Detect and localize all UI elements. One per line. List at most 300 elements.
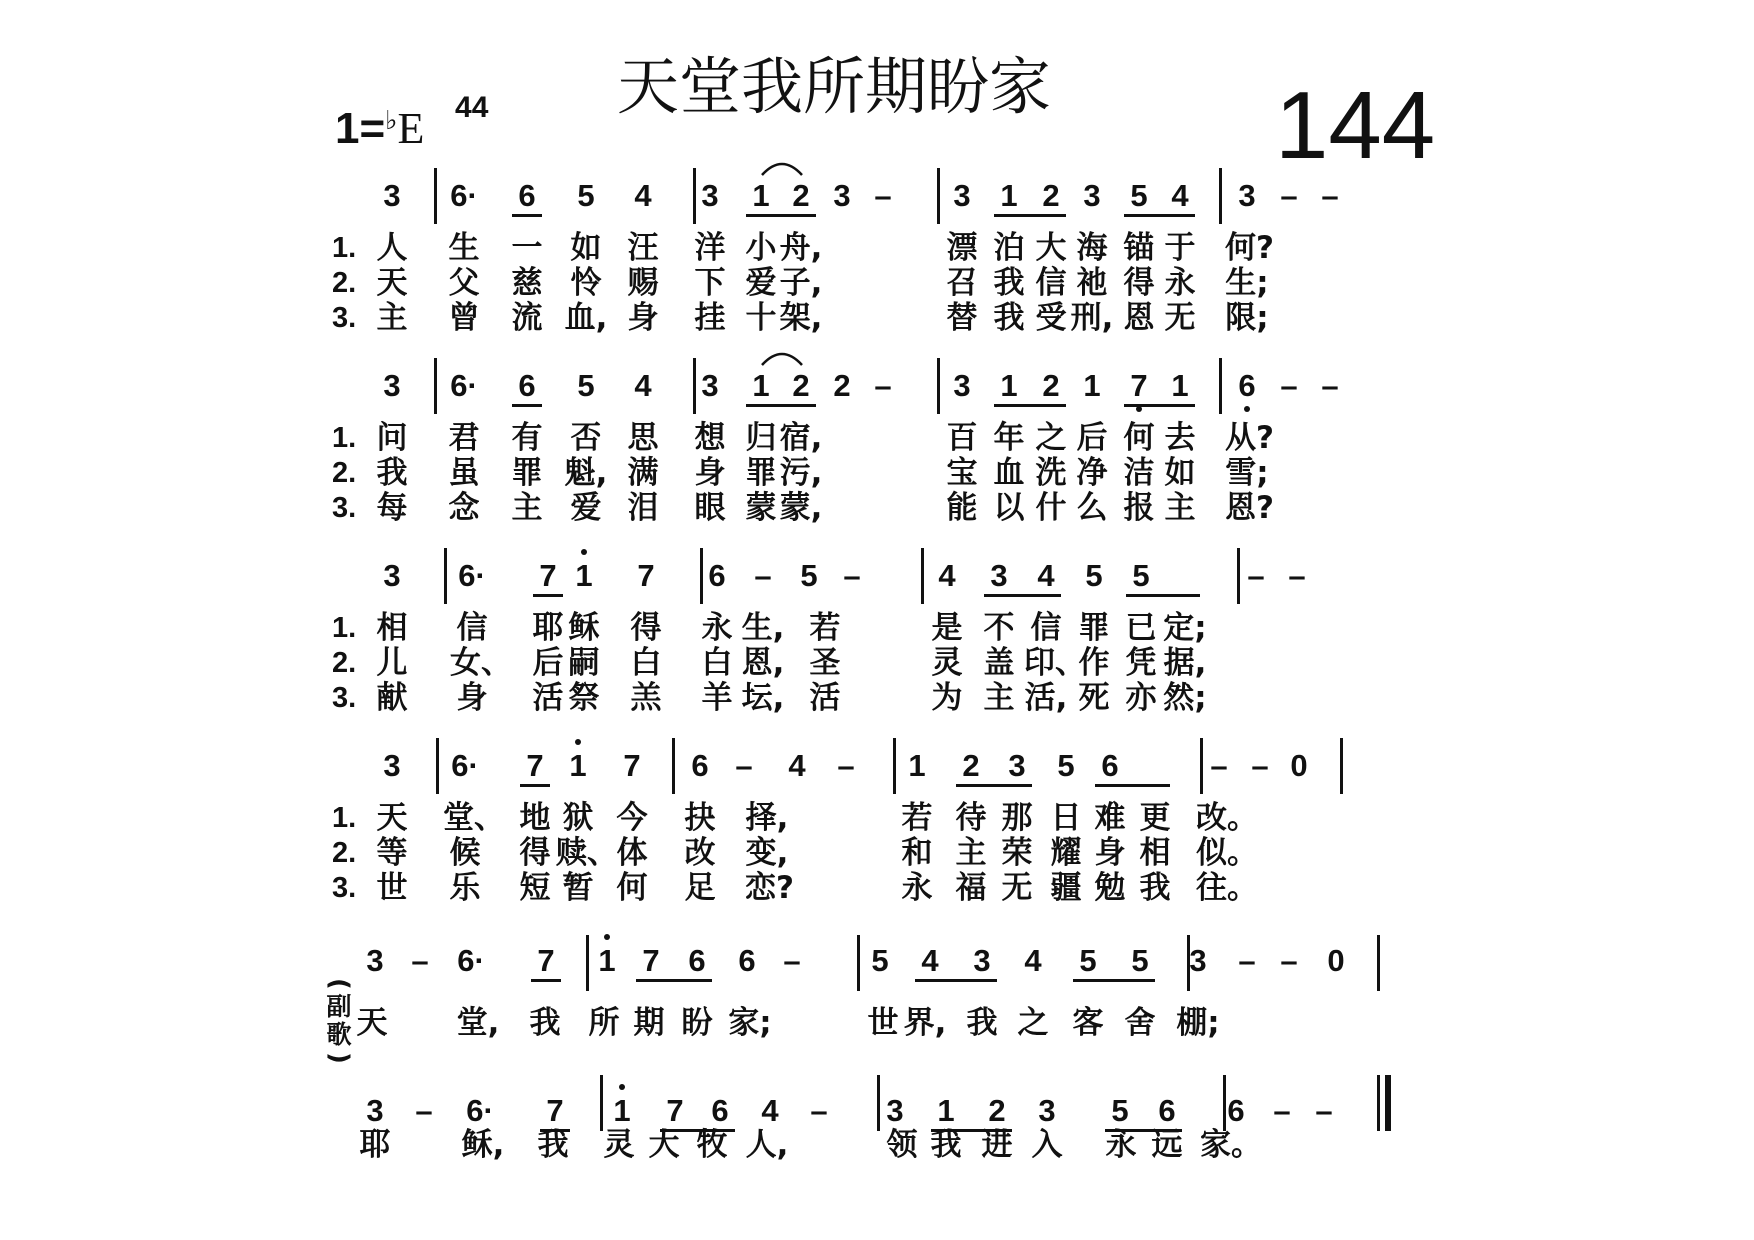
note: 5	[1079, 943, 1097, 978]
lyric-syllable: 主	[1164, 490, 1196, 526]
lyric-syllable: 从?	[1225, 420, 1274, 456]
note: –	[1288, 558, 1306, 593]
note: 5	[1085, 558, 1103, 593]
barline	[1219, 168, 1222, 224]
note: 7	[526, 748, 544, 783]
lyric-syllable: 候	[449, 835, 481, 871]
lyric-syllable: 据,	[1163, 645, 1207, 681]
lyric-syllable: 活,	[1024, 680, 1068, 716]
lyric-syllable: 抉	[684, 800, 716, 836]
note: 4	[938, 558, 956, 593]
lyric-syllable: 泪	[627, 490, 659, 526]
lyric-syllable: 活	[809, 680, 841, 716]
slur	[760, 157, 804, 177]
lyric-syllable: 耶	[359, 1127, 391, 1163]
lyric-syllable: 恋?	[745, 870, 794, 906]
lyric-syllable: 污,	[779, 455, 823, 491]
lyric-syllable: 十	[745, 300, 777, 336]
note: 7	[539, 558, 557, 593]
eighth-underline	[746, 404, 816, 407]
lyric-syllable: 什	[1035, 490, 1067, 526]
lyric-syllable: 身	[1094, 835, 1126, 871]
lyric-syllable: 能	[946, 490, 978, 526]
lyric-syllable: 归	[745, 420, 777, 456]
lyric-syllable: 似。	[1196, 835, 1258, 871]
lyric-syllable: 永	[1164, 265, 1196, 301]
lyric-syllable: 后	[532, 645, 564, 681]
lyric-syllable: 稣	[568, 610, 600, 646]
lyric-syllable: 于	[1164, 230, 1196, 266]
note: 4	[1171, 178, 1189, 213]
lyric-syllable: 雪;	[1225, 455, 1269, 491]
note: 4	[634, 368, 652, 403]
lyric-syllable: 子,	[779, 265, 823, 301]
lyric-syllable: 虽	[448, 455, 480, 491]
note: 3	[383, 748, 401, 783]
lyric-syllable: 世	[376, 870, 408, 906]
lyric-syllable: 如	[570, 230, 602, 266]
note: 3	[701, 368, 719, 403]
note: 7	[637, 558, 655, 593]
lyric-syllable: 盖	[983, 645, 1015, 681]
lyric-syllable: 之	[1035, 420, 1067, 456]
lyric-syllable: 锚	[1123, 230, 1155, 266]
barline	[434, 168, 437, 224]
lyric-syllable: 今	[616, 800, 648, 836]
barline	[921, 548, 924, 604]
barline	[672, 738, 675, 794]
lyric-syllable: 死	[1078, 680, 1110, 716]
lyric-syllable: 我	[966, 1005, 998, 1041]
lyric-syllable: 罪	[511, 455, 543, 491]
high-octave-dot	[575, 739, 581, 745]
verse-number: 1.	[332, 422, 357, 454]
note: –	[1238, 943, 1256, 978]
lyric-syllable: 洁	[1123, 455, 1155, 491]
note: 2	[988, 1093, 1006, 1128]
note: –	[837, 748, 855, 783]
lyric-syllable: 舍	[1124, 1005, 1156, 1041]
eighth-underline	[984, 594, 1061, 597]
lyric-syllable: 信	[456, 610, 488, 646]
lyric-syllable: 限;	[1225, 300, 1269, 336]
lyric-syllable: 祭	[568, 680, 600, 716]
note: 6	[1238, 368, 1256, 403]
verse-number: 1.	[332, 612, 357, 644]
lyric-syllable: 和	[901, 835, 933, 871]
note: 5	[800, 558, 818, 593]
high-octave-dot	[581, 549, 587, 555]
eighth-underline	[520, 784, 550, 787]
lyric-syllable: 主	[511, 490, 543, 526]
note: 3	[383, 558, 401, 593]
lyric-syllable: 每	[376, 490, 408, 526]
note: 0	[1327, 943, 1345, 978]
key-prefix: 1=	[335, 104, 386, 153]
lyric-syllable: 信	[1035, 265, 1067, 301]
lyric-syllable: 想	[694, 420, 726, 456]
note: 4	[761, 1093, 779, 1128]
note: 3	[701, 178, 719, 213]
lyric-syllable: 等	[376, 835, 408, 871]
note: 5	[1111, 1093, 1129, 1128]
note: –	[810, 1093, 828, 1128]
lyric-syllable: 相	[1139, 835, 1171, 871]
note: 1	[575, 558, 593, 593]
note: 3	[1238, 178, 1256, 213]
chorus-label: ( 副歌 )	[324, 978, 354, 1064]
lyric-syllable: 无	[1164, 300, 1196, 336]
lyric-syllable: 无	[1001, 870, 1033, 906]
lyric-syllable: 儿	[376, 645, 408, 681]
lyric-syllable: 灵	[603, 1127, 635, 1163]
note: 1	[569, 748, 587, 783]
note: 6	[518, 368, 536, 403]
note: 6	[1227, 1093, 1245, 1128]
low-octave-dot	[1244, 406, 1250, 412]
lyric-syllable: 足	[684, 870, 716, 906]
note: 2	[962, 748, 980, 783]
lyric-syllable: 念	[448, 490, 480, 526]
note: 4	[634, 178, 652, 213]
hymn-number: 144	[1275, 72, 1436, 179]
note: 3	[1008, 748, 1026, 783]
note: –	[843, 558, 861, 593]
lyric-syllable: 以	[993, 490, 1025, 526]
lyric-syllable: 天	[376, 265, 408, 301]
lyric-syllable: 身	[627, 300, 659, 336]
lyric-syllable: 然;	[1163, 680, 1207, 716]
lyric-syllable: 白	[701, 645, 733, 681]
note: 3	[1189, 943, 1207, 978]
eighth-underline	[512, 404, 542, 407]
lyric-syllable: 么	[1076, 490, 1108, 526]
lyric-syllable: 一	[511, 230, 543, 266]
lyric-syllable: 变,	[745, 835, 789, 871]
lyric-syllable: 身	[694, 455, 726, 491]
note: 6·	[466, 1093, 494, 1128]
lyric-syllable: 世	[867, 1005, 899, 1041]
lyric-syllable: 改	[684, 835, 716, 871]
note: –	[754, 558, 772, 593]
lyric-syllable: 后	[1076, 420, 1108, 456]
lyric-syllable: 受	[1035, 300, 1067, 336]
lyric-syllable: 问	[376, 420, 408, 456]
lyric-syllable: 架,	[779, 300, 823, 336]
barline	[1219, 358, 1222, 414]
note: 3	[1038, 1093, 1056, 1128]
lyric-syllable: 女、	[450, 645, 512, 681]
note: 1	[908, 748, 926, 783]
lyric-syllable: 耀	[1050, 835, 1082, 871]
lyric-syllable: 赐	[627, 265, 659, 301]
eighth-underline	[531, 979, 561, 982]
note: –	[1280, 368, 1298, 403]
lyric-syllable: 是	[931, 610, 963, 646]
eighth-underline	[994, 404, 1066, 407]
lyric-syllable: 血	[993, 455, 1025, 491]
lyric-syllable: 家。	[1200, 1127, 1262, 1163]
hymn-title: 天堂我所期盼家	[617, 50, 1052, 123]
note: 3	[973, 943, 991, 978]
note: 7	[1130, 368, 1148, 403]
verse-number: 3.	[332, 302, 357, 334]
lyric-syllable: 去	[1164, 420, 1196, 456]
lyric-syllable: 荣	[1001, 835, 1033, 871]
time-signature-bottom: 4	[471, 91, 489, 124]
note: 5	[577, 178, 595, 213]
eighth-underline	[915, 979, 997, 982]
lyric-syllable: 恩,	[741, 645, 785, 681]
note: 7	[537, 943, 555, 978]
lyric-syllable: 亦	[1125, 680, 1157, 716]
lyric-syllable: 入	[1031, 1127, 1063, 1163]
lyric-syllable: 短	[519, 870, 551, 906]
note: 5	[577, 368, 595, 403]
note: –	[1247, 558, 1265, 593]
note: 6	[711, 1093, 729, 1128]
lyric-syllable: 报	[1123, 490, 1155, 526]
lyric-syllable: 相	[376, 610, 408, 646]
note: 3	[1083, 178, 1101, 213]
lyric-syllable: 堂,	[456, 1005, 500, 1041]
key-signature	[335, 96, 424, 154]
lyric-syllable: 羊	[701, 680, 733, 716]
lyric-syllable: 永	[901, 870, 933, 906]
lyric-syllable: 棚;	[1176, 1005, 1220, 1041]
note: 1	[598, 943, 616, 978]
eighth-underline	[1124, 214, 1195, 217]
note: 5	[1131, 943, 1149, 978]
note: 6·	[457, 943, 485, 978]
lyric-syllable: 牧	[696, 1127, 728, 1163]
lyric-syllable: 作	[1078, 645, 1110, 681]
verse-number: 3.	[332, 492, 357, 524]
note: 3	[886, 1093, 904, 1128]
lyric-syllable: 恩	[1123, 300, 1155, 336]
lyric-syllable: 否	[570, 420, 602, 456]
lyric-syllable: 舟,	[779, 230, 823, 266]
note: 2	[792, 368, 810, 403]
note: –	[783, 943, 801, 978]
lyric-syllable: 父	[448, 265, 480, 301]
verse-number: 1.	[332, 232, 357, 264]
verse-number: 2.	[332, 837, 357, 869]
lyric-syllable: 君	[448, 420, 480, 456]
note: 6	[518, 178, 536, 213]
lyric-syllable: 身	[456, 680, 488, 716]
note: 5	[871, 943, 889, 978]
lyric-syllable: 日	[1050, 800, 1082, 836]
note: 7	[623, 748, 641, 783]
lyric-syllable: 我	[376, 455, 408, 491]
lyric-syllable: 血,	[564, 300, 608, 336]
slur	[760, 347, 804, 367]
lyric-syllable: 我	[529, 1005, 561, 1041]
note: 6·	[450, 178, 478, 213]
lyric-syllable: 祂	[1076, 265, 1108, 301]
note: –	[1280, 178, 1298, 213]
barline	[444, 548, 447, 604]
lyric-syllable: 宝	[946, 455, 978, 491]
note: 1	[1000, 178, 1018, 213]
note: 6·	[450, 368, 478, 403]
lyric-syllable: 往。	[1196, 870, 1258, 906]
eighth-underline	[1073, 979, 1155, 982]
lyric-syllable: 怜	[570, 265, 602, 301]
eighth-underline	[994, 214, 1066, 217]
high-octave-dot	[619, 1084, 625, 1090]
lyric-syllable: 生;	[1225, 265, 1269, 301]
lyric-syllable: 挂	[694, 300, 726, 336]
eighth-underline	[1095, 784, 1170, 787]
note: 1	[1000, 368, 1018, 403]
lyric-syllable: 何	[1123, 420, 1155, 456]
note: –	[735, 748, 753, 783]
lyric-syllable: 下	[694, 265, 726, 301]
lyric-syllable: 魁,	[564, 455, 608, 491]
lyric-syllable: 更	[1139, 800, 1171, 836]
note: 2	[1042, 178, 1060, 213]
barline	[436, 738, 439, 794]
key-letter: E	[397, 104, 425, 153]
verse-number: 3.	[332, 872, 357, 904]
note: 1	[752, 178, 770, 213]
lyric-syllable: 已	[1125, 610, 1157, 646]
lyric-syllable: 不	[983, 610, 1015, 646]
lyric-syllable: 满	[627, 455, 659, 491]
lyric-syllable: 之	[1017, 1005, 1049, 1041]
eighth-underline	[512, 214, 542, 217]
note: –	[1315, 1093, 1333, 1128]
lyric-syllable: 堂、	[443, 800, 505, 836]
lyric-syllable: 界,	[903, 1005, 947, 1041]
note: 1	[1171, 368, 1189, 403]
lyric-syllable: 漂	[946, 230, 978, 266]
lyric-syllable: 坛,	[741, 680, 785, 716]
lyric-syllable: 难	[1094, 800, 1126, 836]
barline	[1377, 935, 1380, 991]
note: 6	[688, 943, 706, 978]
note: 1	[613, 1093, 631, 1128]
eighth-underline	[533, 594, 563, 597]
lyric-syllable: 择,	[745, 800, 789, 836]
note: 6·	[451, 748, 479, 783]
note: 3	[383, 178, 401, 213]
note: 4	[1024, 943, 1042, 978]
lyric-syllable: 疆	[1050, 870, 1082, 906]
lyric-syllable: 洗	[1035, 455, 1067, 491]
lyric-syllable: 耶	[532, 610, 564, 646]
lyric-syllable: 若	[901, 800, 933, 836]
lyric-syllable: 远	[1151, 1127, 1183, 1163]
lyric-syllable: 献	[376, 680, 408, 716]
lyric-syllable: 洋	[694, 230, 726, 266]
lyric-syllable: 信	[1030, 610, 1062, 646]
verse-number: 1.	[332, 802, 357, 834]
lyric-syllable: 凭	[1125, 645, 1157, 681]
lyric-syllable: 永	[1105, 1127, 1137, 1163]
lyric-syllable: 福	[955, 870, 987, 906]
lyric-syllable: 那	[1001, 800, 1033, 836]
note: 2	[1042, 368, 1060, 403]
note: 3	[366, 943, 384, 978]
lyric-syllable: 如	[1164, 455, 1196, 491]
barline	[434, 358, 437, 414]
note: 7	[642, 943, 660, 978]
lyric-syllable: 慈	[511, 265, 543, 301]
lyric-syllable: 有	[511, 420, 543, 456]
lyric-syllable: 流	[511, 300, 543, 336]
lyric-syllable: 暂	[562, 870, 594, 906]
lyric-syllable: 天	[376, 800, 408, 836]
lyric-syllable: 何	[616, 870, 648, 906]
lyric-syllable: 泊	[993, 230, 1025, 266]
lyric-syllable: 赎、	[556, 835, 618, 871]
note: 3	[833, 178, 851, 213]
note: 6	[708, 558, 726, 593]
lyric-syllable: 蒙	[745, 490, 777, 526]
note: –	[1251, 748, 1269, 783]
eighth-underline	[1124, 404, 1195, 407]
lyric-syllable: 印、	[1024, 645, 1086, 681]
lyric-syllable: 小	[745, 230, 777, 266]
lyric-syllable: 我	[993, 300, 1025, 336]
lyric-syllable: 主	[983, 680, 1015, 716]
note: 6	[1158, 1093, 1176, 1128]
lyric-syllable: 刑,	[1070, 300, 1114, 336]
note: 1	[937, 1093, 955, 1128]
note: 4	[788, 748, 806, 783]
lyric-syllable: 大	[1035, 230, 1067, 266]
lyric-syllable: 羔	[630, 680, 662, 716]
lyric-syllable: 嗣	[568, 645, 600, 681]
note: 2	[833, 368, 851, 403]
lyric-syllable: 家;	[728, 1005, 772, 1041]
note: 3	[953, 178, 971, 213]
verse-number: 2.	[332, 647, 357, 679]
lyric-syllable: 永	[701, 610, 733, 646]
eighth-underline	[746, 214, 816, 217]
lyric-syllable: 得	[1123, 265, 1155, 301]
verse-number: 2.	[332, 457, 357, 489]
chorus-label-text: 副歌	[326, 992, 352, 1049]
note: 0	[1290, 748, 1308, 783]
lyric-syllable: 召	[946, 265, 978, 301]
note: 2	[792, 178, 810, 213]
note: 3	[366, 1093, 384, 1128]
lyric-syllable: 进	[981, 1127, 1013, 1163]
verse-number: 3.	[332, 682, 357, 714]
lyric-syllable: 生,	[741, 610, 785, 646]
lyric-syllable: 客	[1072, 1005, 1104, 1041]
lyric-syllable: 百	[946, 420, 978, 456]
note: –	[874, 368, 892, 403]
note: 3	[383, 368, 401, 403]
note: 1	[1083, 368, 1101, 403]
lyric-syllable: 曾	[448, 300, 480, 336]
lyric-syllable: 年	[993, 420, 1025, 456]
flat-sign: ♭	[385, 106, 398, 135]
note: 1	[752, 368, 770, 403]
time-signature	[455, 91, 489, 124]
lyric-syllable: 净	[1076, 455, 1108, 491]
lyric-syllable: 天	[356, 1005, 388, 1041]
note: 5	[1132, 558, 1150, 593]
lyric-syllable: 待	[955, 800, 987, 836]
note: 4	[921, 943, 939, 978]
lyric-syllable: 活	[532, 680, 564, 716]
